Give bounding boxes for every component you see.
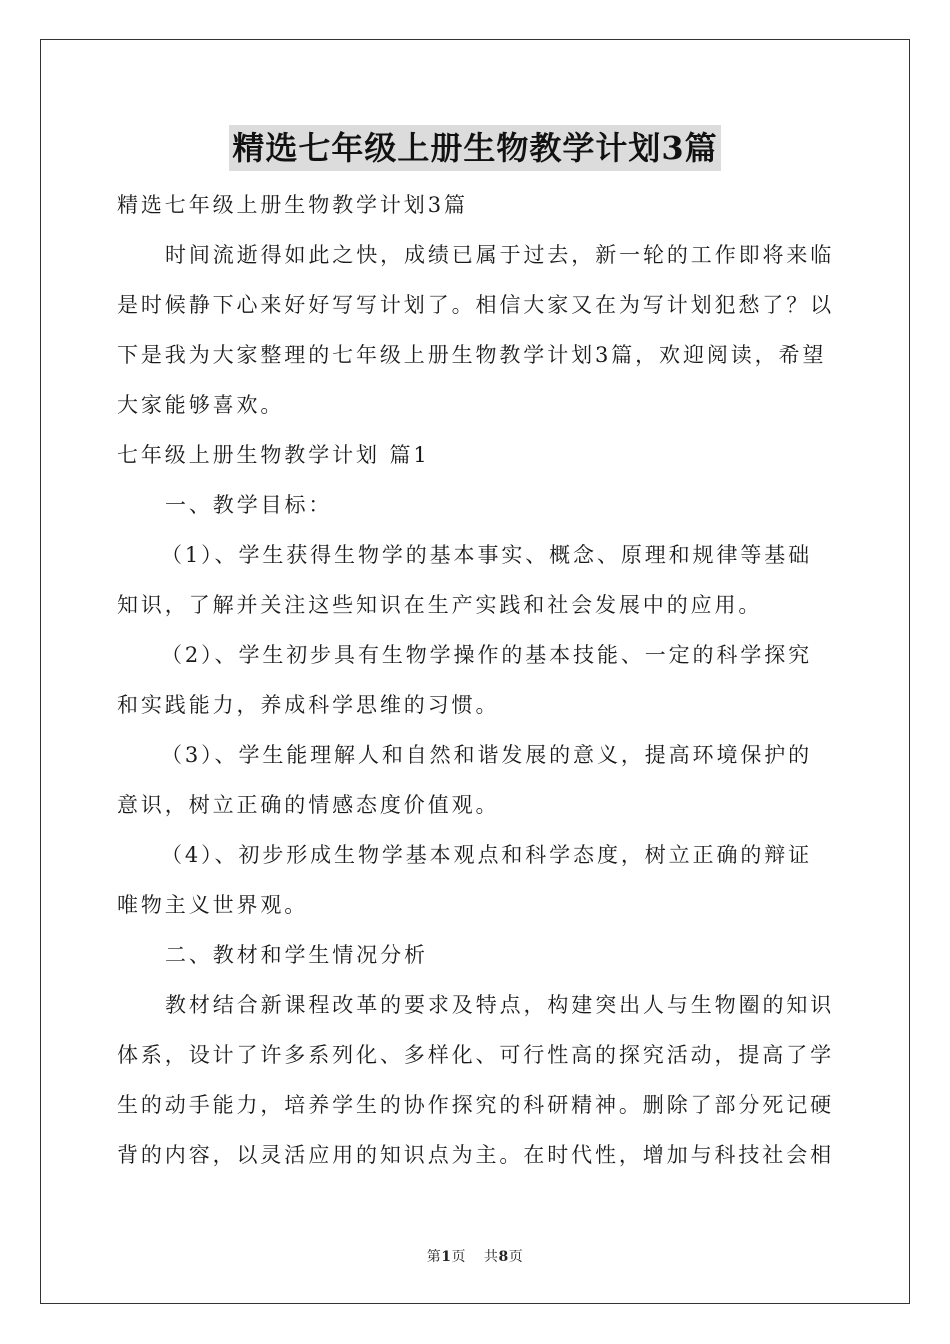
subsection-heading: 二、教材和学生情况分析 xyxy=(165,943,428,967)
document-body xyxy=(117,180,834,1180)
paragraph-line: 背的内容，以灵活应用的知识点为主。在时代性，增加与科技社会相 xyxy=(117,1143,834,1167)
page-current: 1 xyxy=(441,1249,452,1265)
paragraph-line: 和实践能力，养成科学思维的习惯。 xyxy=(117,693,500,717)
list-item-line: （1）、学生获得生物学的基本事实、概念、原理和规律等基础 xyxy=(161,543,813,567)
section-heading: 七年级上册生物教学计划 篇1 xyxy=(117,443,430,467)
total-suffix: 页 xyxy=(508,1249,524,1265)
page-total: 8 xyxy=(498,1249,509,1265)
list-item-line: （3）、学生能理解人和自然和谐发展的意义，提高环境保护的 xyxy=(161,743,813,767)
subtitle-line: 精选七年级上册生物教学计划3篇 xyxy=(117,193,468,217)
paragraph-line: 时间流逝得如此之快，成绩已属于过去，新一轮的工作即将来临 xyxy=(165,243,834,267)
total-prefix: 共 xyxy=(484,1249,499,1265)
paragraph-line: 体系，设计了许多系列化、多样化、可行性高的探究活动，提高了学 xyxy=(117,1043,834,1067)
paragraph-line: 唯物主义世界观。 xyxy=(117,893,309,917)
paragraph-line: 生的动手能力，培养学生的协作探究的科研精神。删除了部分死记硬 xyxy=(117,1093,834,1117)
paragraph-line: 是时候静下心来好好写写计划了。相信大家又在为写计划犯愁了？以 xyxy=(117,293,834,317)
list-item-line: （4）、初步形成生物学基本观点和科学态度，树立正确的辩证 xyxy=(161,843,813,867)
title-container xyxy=(0,125,950,171)
paragraph-line: 下是我为大家整理的七年级上册生物教学计划3篇，欢迎阅读，希望 xyxy=(117,343,827,367)
paragraph-line: 大家能够喜欢。 xyxy=(117,393,285,417)
paragraph-line: 教材结合新课程改革的要求及特点，构建突出人与生物圈的知识 xyxy=(165,993,834,1017)
paragraph-line: 知识，了解并关注这些知识在生产实践和社会发展中的应用。 xyxy=(117,593,763,617)
page-suffix: 页 xyxy=(451,1249,466,1265)
list-item-line: （2）、学生初步具有生物学操作的基本技能、一定的科学探究 xyxy=(161,643,813,667)
subsection-heading: 一、教学目标： xyxy=(165,493,333,517)
paragraph-line: 意识，树立正确的情感态度价值观。 xyxy=(117,793,500,817)
page-footer xyxy=(0,1246,950,1266)
document-title: 精选七年级上册生物教学计划3篇 xyxy=(229,125,720,171)
page-prefix: 第 xyxy=(426,1249,442,1265)
